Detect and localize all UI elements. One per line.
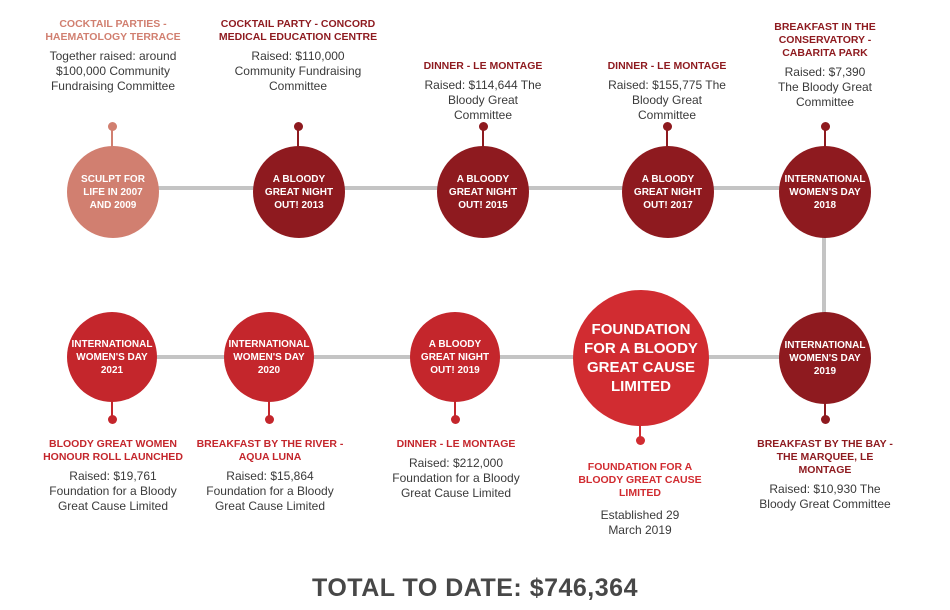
total-to-date: TOTAL TO DATE: $746,364: [312, 574, 638, 602]
event-label: [757, 21, 893, 110]
event-title: BREAKFAST IN THE CONSERVATORY - CABARITA PARK: [774, 21, 876, 59]
event-label: [40, 18, 186, 94]
node-label: A BLOODY GREAT NIGHT OUT! 2015: [448, 173, 518, 211]
node-label: A BLOODY GREAT NIGHT OUT! 2013: [264, 173, 334, 211]
event-title: COCKTAIL PARTIES - HAEMATOLOGY TERRACE: [45, 18, 181, 43]
event-label: [578, 461, 702, 538]
stem-dot: [294, 122, 303, 131]
timeline-node-foundation: [573, 290, 709, 426]
node-label: A BLOODY GREAT NIGHT OUT! 2019: [420, 338, 490, 376]
event-label: [192, 438, 348, 514]
event-label: [214, 18, 382, 94]
event-label: [582, 60, 752, 123]
timeline-node-night-out-2013: [253, 146, 345, 238]
stem-dot: [636, 436, 645, 445]
event-text: Raised: $114,644 The Bloody Great Committee: [424, 78, 542, 122]
event-title: FOUNDATION FOR A BLOODY GREAT CAUSE LIMITED: [578, 461, 702, 499]
event-title: BREAKFAST BY THE BAY - THE MARQUEE, LE MONTAGE: [757, 438, 893, 476]
event-label: [380, 438, 532, 501]
stem-dot: [265, 415, 274, 424]
event-label: [745, 438, 905, 512]
timeline-node-iwd-2019: [779, 312, 871, 404]
stem-dot: [821, 415, 830, 424]
timeline-node-night-out-2019: [410, 312, 500, 402]
node-label: FOUNDATION FOR A BLOODY GREAT CAUSE LIMITED: [584, 321, 698, 395]
timeline-node-night-out-2015: [437, 146, 529, 238]
event-text: Raised: $212,000 Foundation for a Bloody Great Cause Limited: [392, 456, 520, 500]
timeline-node-night-out-2017: [622, 146, 714, 238]
node-label: INTERNATIONAL WOMEN'S DAY 2019: [784, 339, 866, 377]
event-title: BREAKFAST BY THE RIVER - AQUA LUNA: [196, 438, 344, 463]
timeline-node-iwd-2020: [224, 312, 314, 402]
stem-dot: [479, 122, 488, 131]
event-text: Raised: $15,864 Foundation for a Bloody Great Cause Limited: [206, 469, 334, 513]
stem-dot: [663, 122, 672, 131]
stem-dot: [108, 122, 117, 131]
event-title: DINNER - LE MONTAGE: [423, 60, 543, 72]
event-title: DINNER - LE MONTAGE: [607, 60, 727, 72]
event-label: [34, 438, 192, 514]
node-label: INTERNATIONAL WOMEN'S DAY 2018: [784, 173, 866, 211]
event-title: DINNER - LE MONTAGE: [396, 438, 516, 450]
stem-dot: [451, 415, 460, 424]
timeline-node-sculpt-for-life: [67, 146, 159, 238]
event-text: Raised: $155,775 The Bloody Great Committee: [608, 78, 726, 122]
stem-dot: [108, 415, 117, 424]
node-label: INTERNATIONAL WOMEN'S DAY 2021: [71, 338, 153, 376]
node-label: SCULPT FOR LIFE IN 2007 AND 2009: [81, 173, 145, 211]
event-title: COCKTAIL PARTY - CONCORD MEDICAL EDUCATION CENTRE: [218, 18, 378, 43]
event-label: [398, 60, 568, 123]
event-text: Together raised: around $100,000 Community Fundraising Committee: [49, 49, 177, 93]
timeline-node-iwd-2018: [779, 146, 871, 238]
event-text: Established 29 March 2019: [600, 508, 680, 537]
event-text: Raised: $7,390 The Bloody Great Committee: [777, 65, 873, 109]
node-label: A BLOODY GREAT NIGHT OUT! 2017: [633, 173, 703, 211]
timeline-node-iwd-2021: [67, 312, 157, 402]
stem-dot: [821, 122, 830, 131]
event-title: BLOODY GREAT WOMEN HONOUR ROLL LAUNCHED: [43, 438, 183, 463]
node-label: INTERNATIONAL WOMEN'S DAY 2020: [228, 338, 310, 376]
event-text: Raised: $19,761 Foundation for a Bloody Great Cause Limited: [49, 469, 177, 513]
event-text: Raised: $110,000 Community Fundraising Committee: [234, 49, 362, 93]
event-text: Raised: $10,930 The Bloody Great Committee: [759, 482, 891, 511]
